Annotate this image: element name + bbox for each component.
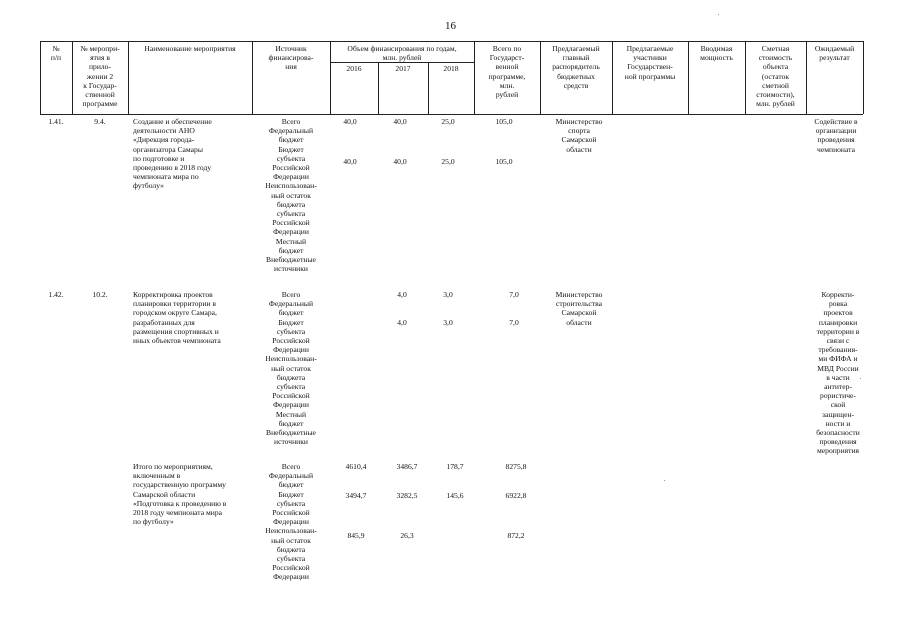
header-volume: Объем финансирования по годам, млн. рублей [347, 44, 457, 63]
page-number: 16 [445, 20, 456, 32]
total-value-2016: 845,9 [347, 531, 365, 540]
value-total: 7,0 [509, 318, 519, 327]
scan-speck [860, 378, 861, 379]
total-row-source: Всего Федеральный бюджет Бюджет субъекта Российской Федерации Неиспользован- ный остаток бюджета субъекта Российской Федерации [265, 462, 317, 582]
header-num: № п/п [50, 44, 62, 63]
scan-speck [664, 480, 665, 481]
header-total: Всего по Государст- венной программе, млн. рублей [488, 44, 526, 100]
row-source: Всего Федеральный бюджет Бюджет субъекта Российской Федерации Неиспользован- ный остаток бюджета субъекта Российской Федерации Местный бюджет Внебюджетные источники [265, 117, 317, 274]
row-result: Корректи- ровка проектов планировки территории в связи с требования- ми ФИФА и МВД России в части антитер- рористиче- ской защищен- ности и безопасности проведения мероприятия [816, 290, 860, 456]
row-result: Содействие в организации проведения чемпионата [814, 117, 858, 154]
total-value-2017: 26,3 [400, 531, 414, 540]
row-name: Создание и обеспечение деятельности АНО «Дирекция города- организатора Самары по подготовке и проведению в 2018 году чемпионата мира по футболу» [133, 117, 212, 191]
row-num: 1.41. [48, 117, 64, 126]
table-top-border [40, 41, 863, 42]
row-distributor: Министерство строительства Самарской области [555, 290, 603, 327]
header-estimate: Сметная стоимость объекта (остаток сметной стоимости), млн. рублей [756, 44, 795, 109]
value-2018: 3,0 [443, 290, 453, 299]
row-source: Всего Федеральный бюджет Бюджет субъекта Российской Федерации Неиспользован- ный остаток бюджета субъекта Российской Федерации Местный бюджет Внебюджетные источники [265, 290, 317, 447]
total-value-total: 8275,8 [505, 462, 527, 471]
value-total: 7,0 [509, 290, 519, 299]
header-year-2018: 2018 [443, 64, 459, 73]
total-value-2016: 3494,7 [345, 491, 367, 500]
header-capacity: Вводимая мощность [700, 44, 733, 63]
value-2017: 40,0 [393, 157, 407, 166]
total-value-2018: 145,6 [446, 491, 464, 500]
value-2016: 40,0 [343, 117, 357, 126]
value-2018: 25,0 [441, 117, 455, 126]
row-distributor: Министерство спорта Самарской области [555, 117, 603, 154]
scan-speck [718, 14, 719, 15]
row-event-num: 10.2. [92, 290, 108, 299]
header-distributor: Предлагаемый главный распорядитель бюджетных средств [552, 44, 600, 90]
header-bottom-border [40, 114, 863, 115]
value-2018: 25,0 [441, 157, 455, 166]
total-value-total: 6922,8 [505, 491, 527, 500]
total-value-total: 872,2 [507, 531, 525, 540]
total-value-2017: 3486,7 [396, 462, 418, 471]
value-total: 105,0 [495, 117, 513, 126]
value-2017: 4,0 [397, 318, 407, 327]
col-divider [863, 41, 864, 114]
total-value-2018: 178,7 [446, 462, 464, 471]
total-value-2017: 3282,5 [396, 491, 418, 500]
value-2017: 40,0 [393, 117, 407, 126]
header-event-num: № меропри- ятия в прило- жении 2 к Государ- ственной программе [80, 44, 120, 109]
value-2017: 4,0 [397, 290, 407, 299]
header-source: Источник финансирова- ния [268, 44, 314, 72]
header-year-2016: 2016 [346, 64, 362, 73]
total-value-2016: 4610,4 [345, 462, 367, 471]
total-row-name: Итого по мероприятиям, включенным в государственную программу Самарской области «Подготовка к проведению в 2018 году чемпионата мира по футболу» [133, 462, 227, 527]
value-2016: 40,0 [343, 157, 357, 166]
row-event-num: 9.4. [94, 117, 106, 126]
header-result: Ожидаемый результат [814, 44, 855, 63]
row-num: 1.42. [48, 290, 64, 299]
header-name: Наименование мероприятия [144, 44, 236, 53]
value-total: 105,0 [495, 157, 513, 166]
value-2018: 3,0 [443, 318, 453, 327]
row-name: Корректировка проектов планировки территории в городском округе Самара, разработанных для размещения спортивных и иных объектов чемпионата [133, 290, 221, 346]
header-participants: Предлагаемые участники Государствен- ной программы [624, 44, 676, 81]
header-year-2017: 2017 [395, 64, 411, 73]
